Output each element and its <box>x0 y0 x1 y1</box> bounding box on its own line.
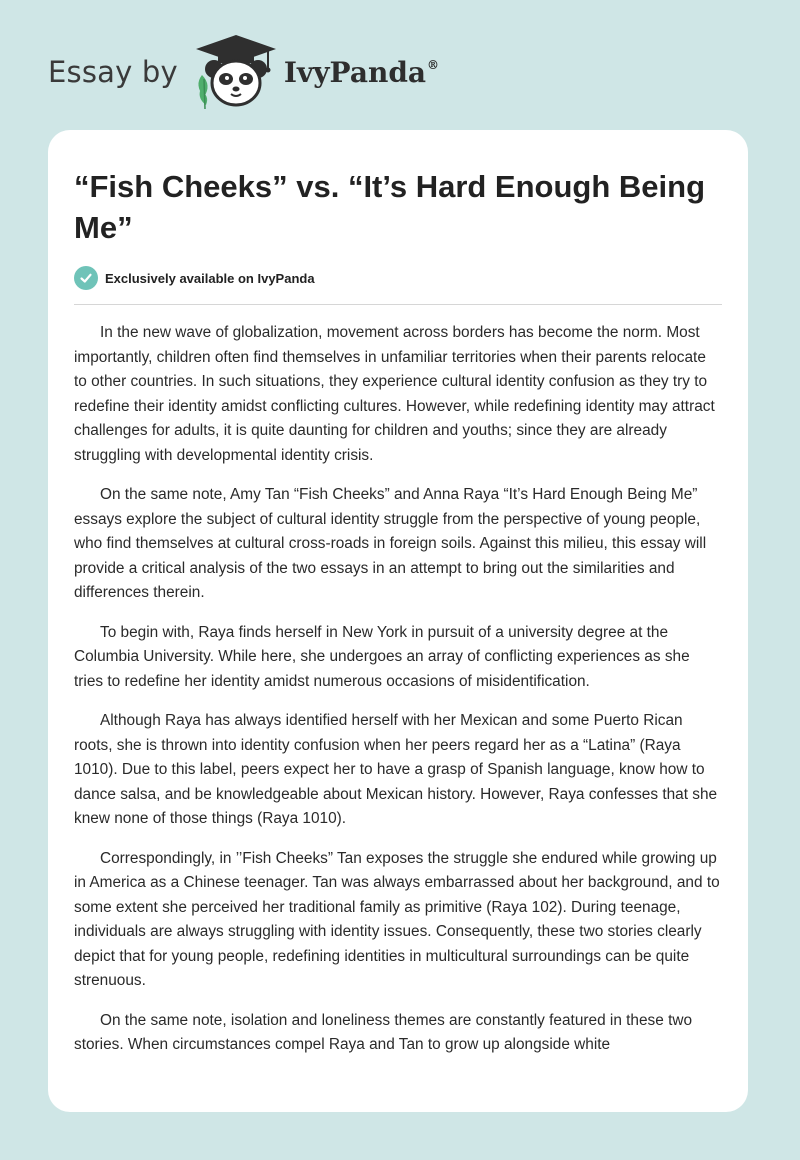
checkmark-icon <box>74 266 98 290</box>
paragraph: Although Raya has always identified herself with her Mexican and some Puerto Rican roots, she is thrown into identity confusion when her peers regard her as a “Latina” (Raya 1010). Due to this label, peers expect her to have a grasp of Spanish language, know how to dance salsa, and be knowledgeable about Mexican history. However, Raya confesses that she knew none of those things (Raya 1010). <box>74 712 718 827</box>
brand-name: IvyPanda® <box>283 55 440 89</box>
article-body <box>74 321 722 1058</box>
paragraph: To begin with, Raya finds herself in New York in pursuit of a university degree at the Columbia University. While here, she undergoes an array of conflicting experiences as she tries to redefine her identity amidst numerous occasions of misidentification. <box>74 623 690 690</box>
registered-mark: ® <box>427 57 440 72</box>
divider <box>74 304 722 305</box>
essay-by-label: Essay by <box>48 55 178 89</box>
paragraph: Correspondingly, in ’’Fish Cheeks” Tan exposes the struggle she endured while growing up in America as a Chinese teenager. Tan was always embarrassed about her background, and to some extent she perceived her traditional family as primitive (Raya 102). During teenage, individuals are always struggling with identity issues. Consequently, these two stories clearly depict that for young people, redefining identities in multicultural surroundings can be quite strenuous. <box>74 849 720 989</box>
paragraph: On the same note, isolation and loneliness themes are constantly featured in these two stories. When circumstances compel Raya and Tan to grow up alongside white <box>74 1011 693 1053</box>
exclusive-badge-text: Exclusively available on IvyPanda <box>105 270 315 286</box>
panda-graduate-icon <box>192 33 280 111</box>
paragraph: In the new wave of globalization, movement across borders has become the norm. Most importantly, children often find themselves in unfamiliar territories when their parents relocate to other countries. In such situations, they experience cultural identity confusion as they try to redefine their identity amidst conflicting cultures. However, while redefining identity may attract challenges for adults, it is quite daunting for children and youths; since they are already struggling with developmental identity crisis. <box>74 324 715 464</box>
article-title: “Fish Cheeks” vs. “It’s Hard Enough Being Me” <box>74 169 706 245</box>
article-card <box>48 130 748 1112</box>
site-header <box>48 32 439 112</box>
paragraph: On the same note, Amy Tan “Fish Cheeks” and Anna Raya “It’s Hard Enough Being Me” essays explore the subject of cultural identity struggle from the perspective of young people, who find themselves at cultural cross-roads in foreign soils. Against this milieu, this essay will provide a critical analysis of the two essays in an attempt to bring out the similarities and differences therein. <box>74 486 707 601</box>
exclusive-badge <box>74 266 722 290</box>
